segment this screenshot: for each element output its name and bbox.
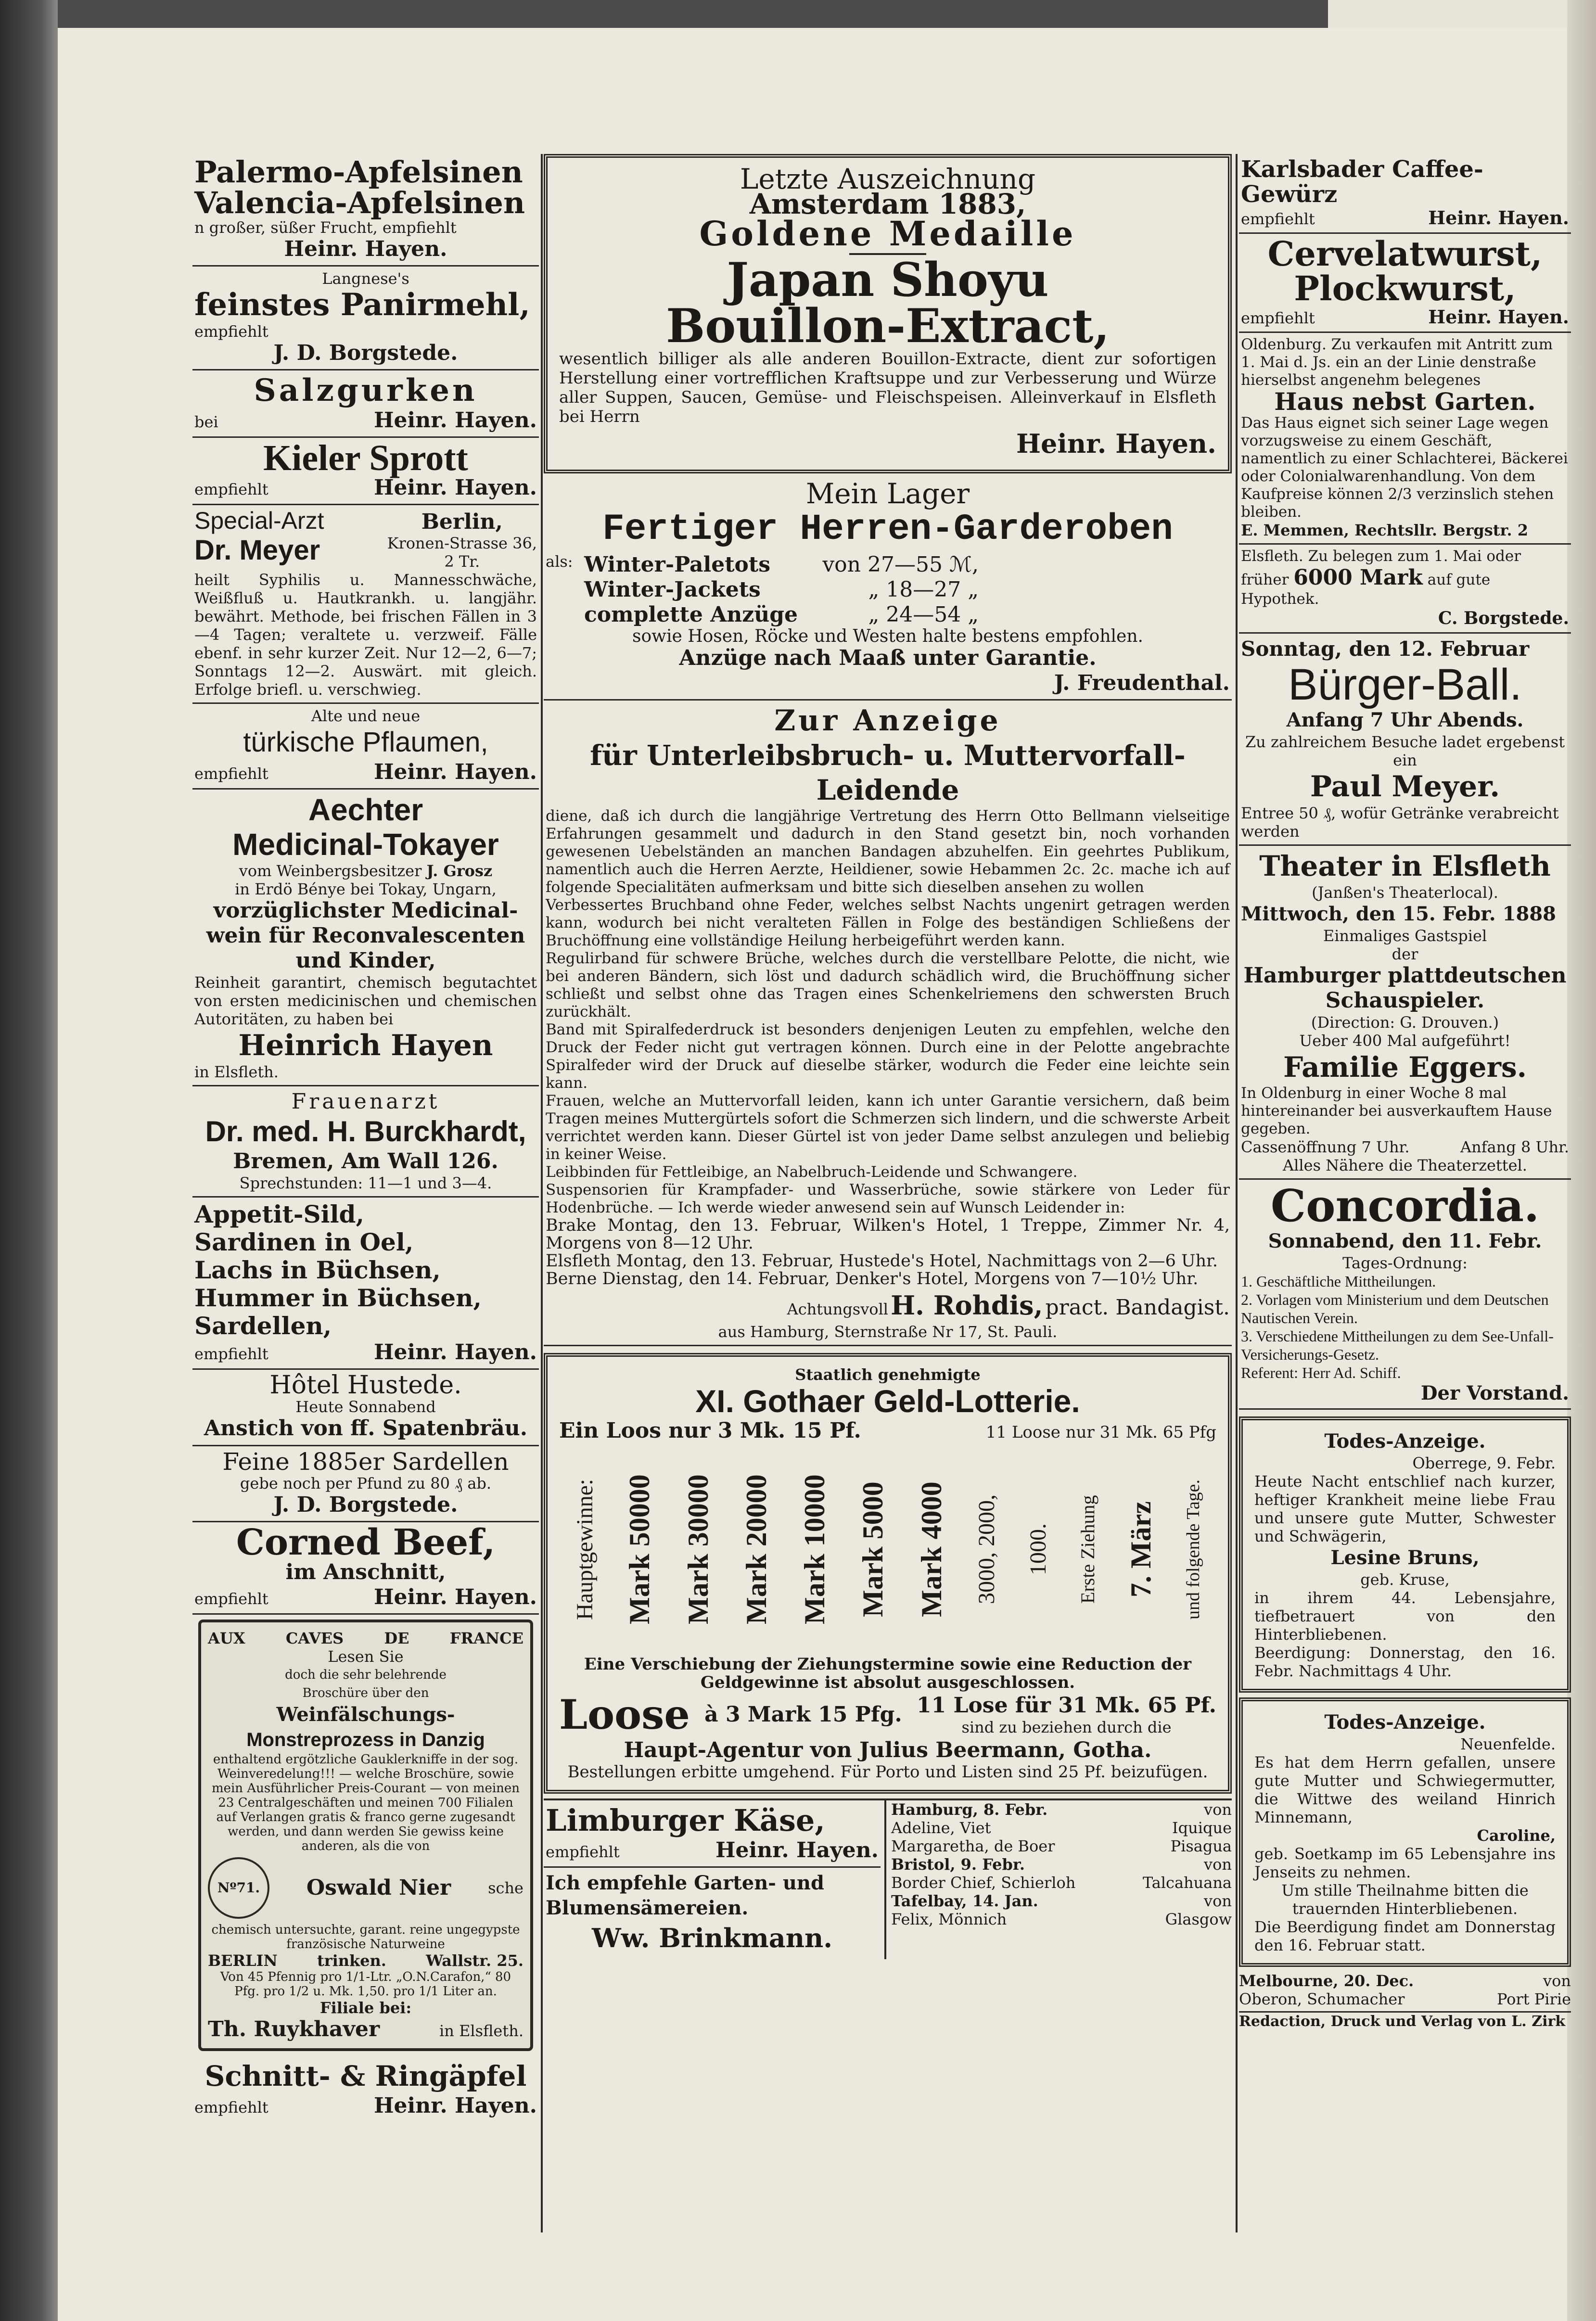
ad-price: 11 Lose für 31 Mk. 65 Pf. [916,1693,1216,1718]
agenda-item: 3. Verschiedene Mittheilungen zu dem See-Unfall-Versicherungs-Gesetz. [1241,1327,1554,1363]
ship-text: Hamburg, 8. Febr. [891,1800,1048,1819]
ad-signature: Heinr. Hayen. [373,1585,537,1609]
ad-text: Anfang 8 Uhr. [1460,1138,1569,1156]
ad-headline: Salzgurken [254,372,478,408]
ad-text: Letzte Auszeichnung [740,163,1036,195]
ad-headline: Hôtel Hustede. [269,1371,462,1400]
ad-gothaer-lotterie [544,1353,1232,1794]
ad-text: Ich empfehle Garten- und Blumensämereien. [546,1872,824,1919]
ad-herren-garderoben [544,478,1232,701]
scan-border-right [1567,0,1596,2321]
ad-bandagist [544,701,1232,1346]
ad-headline: Kieler Sprott [263,438,468,478]
ad-caffee-gewuerz [1239,154,1571,234]
draw-date: und folgende Tage. [1183,1479,1203,1620]
ad-paragraph: Regulirband für schwere Brüche, welches durch die verstellbare Pelotte, die nicht, wie bei anderen Bändern, sich löst und dadurch schädlich wird, die Bruchöffnung sicher schließt und selbst ohne das Tragen eines Schenkelriemens den schwersten Bruch zurückhält. [546,950,1230,1020]
ship-text: von [1204,1855,1232,1874]
notice-place-date: Oberrege, 9. Febr. [1412,1454,1556,1472]
ad-text: im Anschnitt, [285,1560,446,1584]
ad-date: Elsfleth Montag, den 13. Februar, Hustede's Hotel, Nachmittags von 2—6 Uhr. [546,1251,1218,1271]
ad-headline: Dr. med. H. Burckhardt, [205,1115,526,1148]
ad-wurst [1239,234,1571,333]
column-rule [541,154,543,2232]
ad-text: auf gute Hypothek. [1241,571,1491,608]
ship-text: Margaretha, de Boer [891,1837,1055,1855]
ad-japan-shoyu [544,154,1232,473]
ship-row [891,1855,1232,1874]
ad-headline: Cervelatwurst, [1267,234,1543,274]
ship-row [891,1819,1232,1837]
notice-name: Caroline, [1477,1826,1556,1845]
ad-text: empfiehlt [194,765,268,783]
ad-text: empfiehlt [194,1590,268,1608]
ad-text: vom Weinbergsbesitzer [239,862,422,880]
ship-row [891,1874,1232,1892]
ad-caves-de-france [198,1620,533,2051]
ad-headline: vorzüglichster Medicinal- [213,898,518,923]
ad-headline: Plockwurst, [1294,268,1516,308]
arc-text: CAVES [285,1629,344,1647]
ad-headline: Karlsbader Caffee-Gewürz [1241,156,1483,208]
ad-text: Zu zahlreichem Besuche ladet ergebenst ein [1245,733,1565,769]
shipping-list [886,1800,1232,1959]
ad-text: empfiehlt [1241,210,1315,228]
ad-limburger [544,1800,881,1868]
ad-headline: Theater in Elsfleth [1259,850,1551,882]
ad-prices: Von 45 Pfennig pro 1/1-Ltr. „O.N.Carafon,“ 80 Pfg. pro 1/2 u. Mk. 1,50. pro 1/1 Liter an. [220,1970,511,1999]
ad-signature: Heinr. Hayen. [715,1838,879,1862]
ad-city: in Elsfleth. [194,1063,279,1081]
ad-address: aus Hamburg, Sternstraße Nr 17, St. Pauli. [718,1323,1058,1341]
ship-row [1239,1972,1571,1990]
ad-city: BERLIN [208,1951,278,1970]
scan-border-left [0,0,58,2321]
arc-text: AUX [208,1629,245,1647]
ad-signature: Heinr. Hayen. [373,760,537,784]
ad-headline: Aechter [308,792,423,827]
ad-headline: Haus nebst Garten. [1274,387,1536,416]
ad-signature: Heinrich Hayen [238,1029,493,1062]
ad-frauenarzt [192,1086,539,1198]
ad-text: empfiehlt [194,480,268,498]
prize-value: Mark 10000 [799,1474,831,1624]
notice-place-date: Neuenfelde. [1460,1735,1556,1753]
ad-text: trinken. [317,1951,386,1970]
ad-text: Lesen Sie [328,1647,404,1666]
ad-fish [192,1198,539,1370]
ad-amount: 6000 Mark [1293,565,1423,590]
ad-text: Eine Verschiebung der Ziehungstermine sowie eine Reduction der Geldgewinne ist absolut ausgeschlossen. [584,1655,1192,1692]
ad-signature: Paul Meyer. [1310,770,1500,803]
ad-text: Alles Nähere die Theaterzettel. [1283,1156,1527,1174]
ad-headline: Anstich von ff. Spatenbräu. [204,1416,528,1441]
ship-text: Glasgow [1165,1910,1232,1928]
draw-date: Erste Ziehung [1077,1495,1099,1604]
ad-headline: Familie Eggers. [1283,1051,1527,1084]
ad-item: Hummer in Büchsen, [194,1284,482,1312]
ad-headline: XI. Gothaer Geld-Lotterie. [695,1383,1080,1419]
ad-text: gebe noch per Pfund zu 80 ₰ ab. [240,1474,492,1492]
ad-headline: Anzüge nach Maaß unter Garantie. [679,646,1097,670]
ad-date: Berne Dienstag, den 14. Februar, Denker's Hotel, Morgens von 7—10½ Uhr. [546,1269,1199,1288]
ad-signature: Heinr. Hayen. [373,2093,537,2118]
prize-value: Mark 50000 [624,1474,656,1624]
ad-headline: Corned Beef, [236,1522,496,1563]
ad-text: Heute Sonnabend [295,1398,436,1416]
ad-buerger-ball [1239,634,1571,846]
ad-text: Alte und neue [311,707,421,725]
ad-text: Langnese's [322,269,409,288]
ad-text: Cassenöffnung 7 Uhr. [1241,1138,1410,1156]
ad-headline: Bürger-Ball. [1288,660,1522,709]
column-rule [1236,154,1238,2232]
ad-price: Ein Loos nur 3 Mk. 15 Pf. [559,1418,861,1443]
notice-title: Todes-Anzeige. [1324,1430,1486,1453]
ad-panirmehl [192,267,539,370]
ad-text: (Direction: G. Drouven.) [1311,1013,1499,1032]
ad-city: Berlin, [421,510,503,534]
ship-text: von [1204,1892,1232,1910]
ad-text: Elsfleth. Zu belegen zum 1. Mai oder früher [1241,548,1521,588]
ad-headline: Haupt-Agentur von Julius Beermann, Gotha. [624,1738,1152,1762]
notice-body: Um stille Theilnahme bitten die trauernden Hinterbliebenen. [1281,1881,1529,1918]
ad-text: Ueber 400 Mal aufgeführt! [1299,1032,1511,1050]
ad-headline: Valencia-Apfelsinen [194,185,525,220]
ad-text: bei [194,413,218,431]
prize-value: Mark 4000 [915,1481,947,1617]
ad-headline: Palermo-Apfelsinen [194,154,523,190]
ad-paragraph: Leibbinden für Fettleibige, an Nabelbruch-Leidende und Schwangere. [546,1163,1078,1181]
ship-row [891,1800,1232,1819]
ad-text: pract. Bandagist. [1045,1295,1230,1320]
ad-text: sowie Hosen, Röcke und Westen halte bestens empfohlen. [632,626,1143,646]
ad-headline: Japan Shoyu [727,253,1049,307]
ad-theater [1239,846,1571,1180]
draw-date: 7. März [1124,1501,1157,1597]
ad-headline: feinstes Panirmehl, [194,287,530,323]
ad-body: heilt Syphilis u. Mannesschwäche, Weißfluß u. Hautkrankh. u. langjähr. bewährt. Methode, bei frischen Fällen in 3—4 Tagen; veraltete u. verzweif. Fälle ebenf. in sehr kurzer Zeit. Nur 12—2, 6—7; Sonntags 12—2. Auswärt. mit gleich. Erfolge briefl. u. verschwieg. [194,571,537,699]
ad-headline: Hamburger plattdeutschen [1243,963,1567,988]
arc-text: FRANCE [449,1629,523,1647]
ad-garten [544,1868,881,1959]
ad-text: empfiehlt [194,1345,268,1363]
ad-concordia [1239,1180,1571,1410]
ship-row [1239,1990,1571,2008]
ad-address: Wallstr. 25. [426,1951,523,1970]
ad-text: empfiehlt [546,1843,620,1861]
ad-address: Kronen-Strasse 36, [387,534,537,552]
ad-text: chemisch untersuchte, garant. reine ungegypste französische Naturweine [211,1923,520,1951]
ad-text: n großer, süßer Frucht, empfiehlt [194,218,457,237]
ad-headline: Feine 1885er Sardellen [222,1448,509,1476]
ad-body: Das Haus eignet sich seiner Lage wegen vorzugsweise zu einem Geschäft, namentlich zu einer Schlachterei, Bäckerei oder Colonialwarenhandlung. Von dem Kaufpreise können 2/3 verzinslich stehen bleiben. [1241,414,1568,521]
ad-text: In Oldenburg in einer Woche 8 mal hintereinander bei ausverkauftem Hause gegeben. [1241,1084,1552,1137]
ad-price: „ 18—27 „ [868,577,979,602]
ad-text: Bestellungen erbitte umgehend. Für Porto und Listen sind 25 Pf. beizufügen. [567,1762,1208,1782]
prize-value: 3000, 2000, [973,1494,999,1604]
ad-signature: H. Rohdis, [891,1290,1043,1321]
column-left [192,154,539,2242]
ship-text: Border Chief, Schierloh [891,1874,1076,1892]
ad-oranges [192,154,539,267]
ad-body: enthaltend ergötzliche Gauklerkniffe in der sog. Weinveredelung!!! — welche Broschüre, sowie mein Ausführlicher Preis-Courant — von meinen 23 Centralgeschäften und meinen 700 Filialen auf Verlangen gratis & franco gerne zugesandt werden, und dann werden Sie gewiss keine anderen, als die von [211,1752,520,1853]
death-notice-bruns [1239,1416,1571,1693]
ship-text: Melbourne, 20. Dec. [1239,1972,1414,1990]
ad-body: wesentlich billiger als alle anderen Bouillon-Extracte, dient zur sofortigen Herstellung einer vortrefflichen Kraftsuppe und zur Verbesserung und Würze aller Suppen, Saucen, Gemüse- und Fleischspeisen. Alleinverkauf in Elsfleth bei Herrn [559,349,1216,426]
ad-headline: Goldene Medaille [699,214,1076,254]
ad-text: Einmaliges Gastspiel [1323,927,1487,945]
ad-date: Sonnabend, den 11. Febr. [1268,1230,1542,1252]
ad-text: empfiehlt [194,322,268,341]
imprint: Redaction, Druck und Verlag von L. Zirk [1239,2011,1571,2031]
ad-headline: für Unterleibsbruch- u. Muttervorfall-Leidende [590,739,1186,806]
ad-text: Mein Lager [805,477,970,510]
ad-text: sche [488,1879,523,1897]
ad-price: „ 24—54 „ [868,602,979,627]
ship-text: Port Pirie [1496,1990,1571,2008]
ad-schnitt [192,2056,539,2122]
prize-label: Hauptgewinne: [572,1479,598,1620]
ad-price: von 27—55 ℳ, [822,552,979,577]
ad-date: Brake Montag, den 13. Februar, Wilken's Hotel, 1 Treppe, Zimmer Nr. 4, Morgens von 8—12 Uhr. [546,1216,1230,1253]
ad-headline: Dr. Meyer [194,535,320,566]
ad-name: J. Grosz [426,862,493,880]
ad-paragraph: diene, daß ich durch die langjährige Vertretung des Herrn Otto Bellmann vielseitige Erfahrungen gesammelt und dadurch in den Stand gesetzt bin, noch vorhanden gewesenen Uebelständen an manchen Bandagen abzuhelfen. Ein geehrtes Publikum, namentlich auch die Herren Aerzte, Heildiener, sowie Hebammen 2c. 2c. mache ich auf folgende Specialitäten aufmerksam und bitte sich dieselben ansehen zu wollen [546,807,1230,896]
ad-address: 2 Tr. [444,552,480,571]
ad-text: in Erdö Bénye bei Tokay, Ungarn, [235,880,497,898]
ad-city: in Elsfleth. [439,2022,523,2040]
ad-headline: Schauspieler. [1325,988,1485,1013]
ad-headline: Medicinal-Tokayer [232,827,499,862]
ad-text: Sprechstunden: 11—1 und 3—4. [239,1174,492,1192]
scan-border-top [0,0,1328,28]
ad-item: Lachs in Büchsen, [194,1256,441,1284]
notice-body: Heute Nacht entschlief nach kurzer, heftiger Krankheit meine liebe Frau und unsere gute Mutter, Schwester und Schwägerin, [1254,1472,1556,1545]
ad-paragraph: Band mit Spiralfederdruck ist besonders denjenigen Leuten zu empfehlen, welche den Druck der Feder nicht gut vertragen können. Durch eine in der Pelotte angebrachte Spiralfeder wird der Druck auf dieselbe stärker, wodurch die Feder eine leichte sein kann. [546,1021,1230,1092]
ad-headline: Loose [559,1691,690,1738]
prize-grid [559,1448,1216,1650]
column-middle [544,154,1232,2232]
ship-row [891,1910,1232,1928]
prize-value: 1000. [1025,1523,1051,1575]
ad-headline: Limburger Käse, [546,1803,825,1838]
ad-signature: J. Freudenthal. [1054,671,1230,695]
ad-signature: Der Vorstand. [1420,1382,1569,1404]
ad-text: empfiehlt [1241,309,1315,327]
ad-tokayer [192,790,539,1086]
ad-headline: Monstreprozess in Danzig [246,1729,485,1750]
ad-name: Oswald Nier [306,1875,451,1900]
ad-signature: Heinr. Hayen. [373,1340,537,1365]
agenda-item: 1. Geschäftliche Mittheilungen. [1241,1273,1436,1290]
prize-value: Mark 5000 [857,1481,889,1617]
ad-headline: Concordia. [1270,1180,1540,1232]
ad-item: Winter-Jackets [584,577,761,602]
ship-text: Tafelbay, 14. Jan. [891,1892,1038,1910]
ad-signature: Heinr. Hayen. [1428,207,1569,229]
ad-special-arzt [192,505,539,704]
ad-signature: Heinr. Hayen. [373,475,537,500]
ad-price: à 3 Mark 15 Pfg. [704,1702,902,1727]
notice-body: geb. Soetkamp im 65 Lebensjahre ins Jenseits zu nehmen. [1254,1845,1556,1881]
ad-headline: Fertiger Herren-Garderoben [602,509,1173,550]
ad-hypothek [1239,545,1571,634]
ad-signature: Th. Ruykhaver [208,2017,380,2041]
ad-signature: J. D. Borgstede. [273,341,458,365]
ad-signature: J. D. Borgstede. [273,1492,458,1517]
stamp-number: Nº71. [208,1857,269,1919]
ad-headline: wein für Reconvalescenten [206,923,525,948]
shipping-list-right [1239,1972,1571,2008]
ad-signature: Heinr. Hayen. [1428,306,1569,328]
ad-text: Anfang 7 Uhr Abends. [1286,709,1524,731]
ad-pflaumen [192,704,539,790]
ad-text: als: [546,552,573,571]
ad-text: der [1392,945,1418,963]
ad-signature: Ww. Brinkmann. [591,1923,833,1953]
ad-signature: C. Borgstede. [1438,608,1569,628]
notice-funeral: Beerdigung: Donnerstag, den 16. Febr. Nachmittags 4 Uhr. [1254,1644,1556,1680]
ad-date: Sonntag, den 12. Februar [1241,637,1530,661]
notice-body: in ihrem 44. Lebensjahre, tiefbetrauert von den Hinterbliebenen. [1254,1589,1556,1644]
ad-headline: Weinfälschungs- [276,1703,455,1726]
ad-text: Achtungsvoll [787,1300,889,1318]
prize-value: Mark 30000 [682,1474,714,1624]
ad-text: doch die sehr belehrende [285,1668,447,1682]
ad-text: Amsterdam 1883, [749,188,1026,220]
ad-item: Sardellen, [194,1312,332,1340]
ad-item: Sardinen in Oel, [194,1228,414,1256]
ad-salzgurken [192,370,539,438]
ad-text: empfiehlt [194,2098,268,2117]
ad-paragraph: Suspensorien für Krampfader- und Wasserbrüche, sowie stärkere von Leder für Hodenbrüche. — Ich werde wieder anwesend sein auf Wunsch Leidender in: [546,1181,1230,1216]
ad-text: (Janßen's Theaterlocal). [1312,883,1498,902]
ship-text: von [1543,1972,1571,1990]
ship-text: Adeline, Viet [891,1819,991,1837]
ad-headline: und Kinder, [295,948,436,973]
ad-address: Bremen, Am Wall 126. [233,1149,498,1173]
ship-text: Bristol, 9. Febr. [891,1855,1025,1874]
ad-text: Entree 50 ₰, wofür Getränke verabreicht werden [1241,804,1559,841]
ad-text: Oldenburg. Zu verkaufen mit Antritt zum 1. Mai d. Js. ein an der Linie denstraße hierselbst angenehm belegenes [1241,336,1553,389]
ad-text: Tages-Ordnung: [1342,1254,1468,1272]
notice-title: Todes-Anzeige. [1324,1711,1486,1734]
ad-text: sind zu beziehen durch die [961,1718,1172,1736]
ad-text: Staatlich genehmigte [795,1365,981,1384]
ad-sardellen [192,1446,539,1522]
agenda-item: 2. Vorlagen vom Ministerium und dem Deutschen Nautischen Verein. [1241,1291,1549,1326]
ad-headline: Bouillon-Extract, [666,299,1110,353]
ad-text: Filiale bei: [319,1999,412,2017]
ad-headline: Special-Arzt [194,507,324,534]
arc-text: DE [384,1629,409,1647]
ad-signature: Heinr. Hayen. [373,408,537,433]
ad-text: Broschüre über den [302,1686,429,1700]
death-notice-minnemann [1239,1697,1571,1967]
ad-item: complette Anzüge [584,602,798,627]
ad-signature: Heinr. Hayen. [284,237,447,261]
ad-item: Appetit-Sild, [194,1200,364,1228]
notice-text: geb. Kruse, [1360,1570,1450,1589]
ad-headline: Zur Anzeige [774,704,1001,738]
ad-headline: türkische Pflaumen, [243,727,488,758]
ship-text: Iquique [1172,1819,1232,1837]
column-right [1239,154,1571,2242]
ad-item: Winter-Paletots [584,552,770,577]
ship-text: Oberon, Schumacher [1239,1990,1405,2008]
ship-row [891,1892,1232,1910]
ad-paragraph: Verbessertes Bruchband ohne Feder, welches selbst Nachts ungenirt getragen werden kann, wodurch bei nicht veralteten Fällen in Folge des beständigen Schließens der Bruchöffnung eine vollständige Heilung herbeigeführt werden kann. [546,896,1230,949]
ad-date: Mittwoch, den 15. Febr. 1888 [1241,903,1556,925]
ship-row [891,1837,1232,1855]
notice-funeral: Die Beerdigung findet am Donnerstag den 16. Februar statt. [1254,1918,1556,1954]
ad-body: Reinheit garantirt, chemisch begutachtet von ersten medicinischen und chemischen Autoritäten, zu haben bei [194,973,537,1028]
ship-text: Talcahuana [1142,1874,1232,1892]
ad-paragraph: Frauen, welche an Muttervorfall leiden, kann ich unter Garantie versichern, daß beim Tragen meines Muttergürtels sofort die Schmerzen sich lindern, und die schwerste Arbeit verrichtet werden kann. Dieser Gürtel ist von jeder Dame selbst anzulegen und beliebig in keiner Weise. [546,1092,1230,1163]
ad-hotel [192,1370,539,1446]
ship-text: Felix, Mönnich [891,1910,1007,1928]
ad-headline: Schnitt- & Ringäpfel [204,2060,527,2092]
ad-signature: Heinr. Hayen. [1016,428,1216,459]
notice-name: Lesine Bruns, [1330,1546,1480,1569]
ad-signature: E. Memmen, Rechtsllr. Bergstr. 2 [1241,521,1528,539]
ship-text: von [1204,1800,1232,1819]
ad-kieler-sprott [192,438,539,505]
notice-body: Es hat dem Herrn gefallen, unsere gute Mutter und Schwiegermutter, die Wittwe des weiland Hinrich Minnemann, [1254,1753,1556,1826]
ad-headline: Frauenarzt [291,1089,440,1114]
ad-price: 11 Loose nur 31 Mk. 65 Pfg [985,1423,1216,1442]
ad-haus [1239,333,1571,545]
agenda-item: Referent: Herr Ad. Schiff. [1241,1364,1401,1381]
ship-text: Pisagua [1170,1837,1232,1855]
prize-value: Mark 20000 [740,1474,772,1624]
ad-corned-beef [192,1522,539,1615]
